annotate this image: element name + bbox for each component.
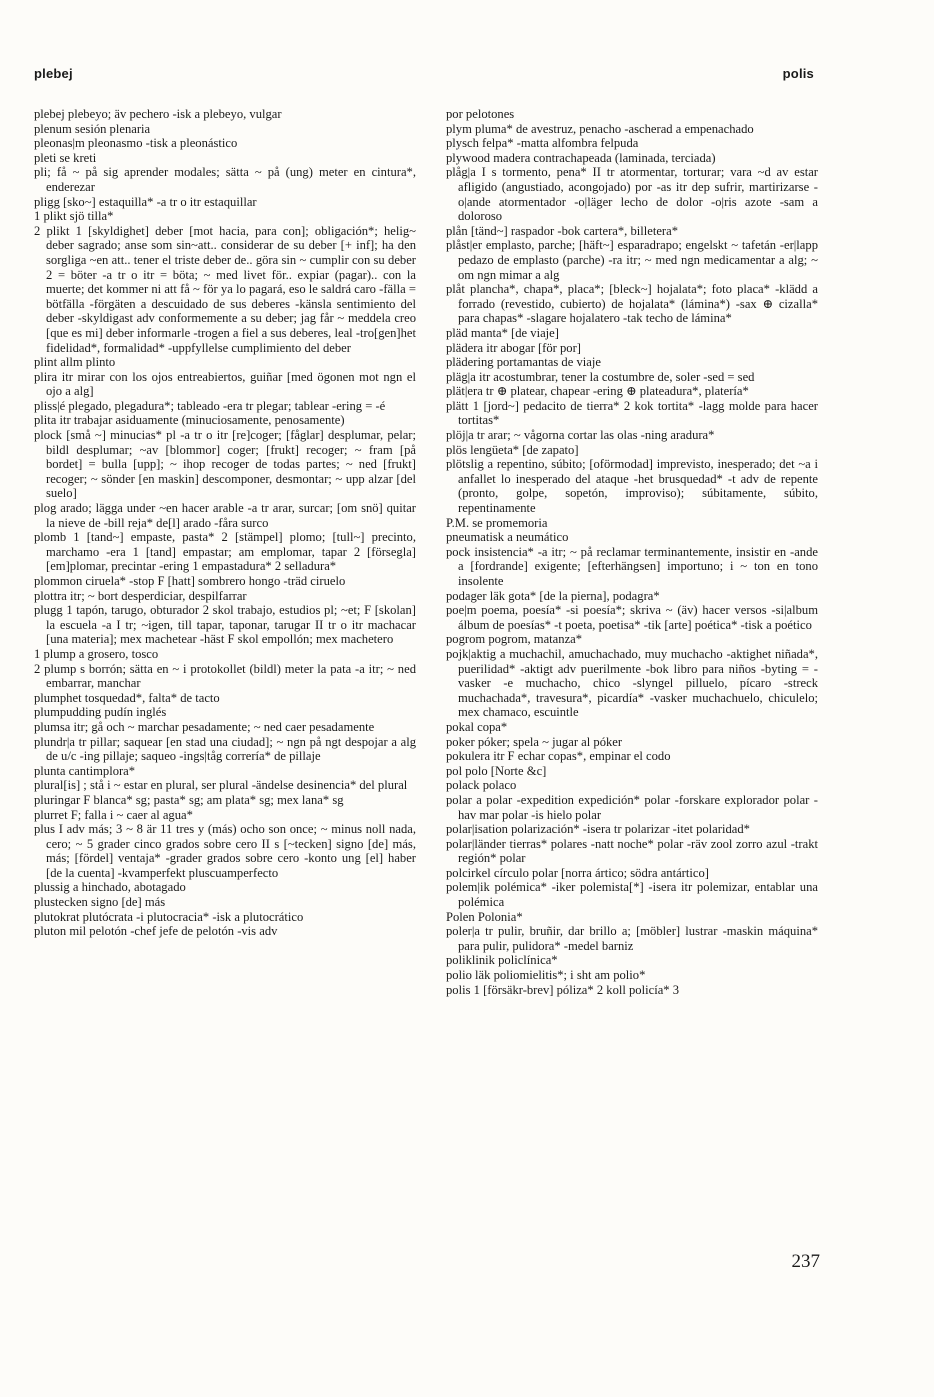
dictionary-entry: pläd manta* [de viaje] (446, 325, 559, 340)
dictionary-entry: pligg [sko~] estaquilla* -a tr o itr estaquillar (34, 194, 257, 209)
dictionary-entry: plätt 1 [jord~] pedacito de tierra* 2 kok tortita* -lagg molde para hacer tortitas* (446, 398, 818, 428)
dictionary-entry: plös lengüeta* [de zapato] (446, 442, 579, 457)
dictionary-entry: plommon ciruela* -stop F [hatt] sombrero hongo -träd ciruelo (34, 574, 346, 588)
dictionary-entry: plunta cantimplora* (34, 763, 136, 778)
dictionary-entry: plät|era tr ⊕ platear, chapear -ering ⊕ plateadura*, platería* (446, 384, 749, 399)
dictionary-entry: pluton mil pelotón -chef jefe de pelotón -vis adv (34, 924, 278, 939)
dictionary-entry: plussig a hinchado, abotagado (34, 880, 186, 895)
dictionary-entry: 2 plump s borrón; sätta en ~ i protokollet (bildl) meter la pata -a itr; ~ ned embarrar, manchar (34, 661, 416, 691)
left-column (34, 107, 416, 939)
dictionary-entry: plötslig a repentino, súbito; [oförmodad] imprevisto, inesperado; det ~a i anfallet lo inesperado del ataque -het brusquedad* -t adv de repente (pronto, golpe, sopetón, improviso); súbitamente, súbito, repentinamente (446, 457, 818, 516)
dictionary-entry: plåst|er emplasto, parche; [häft~] esparadrapo; engelskt ~ tafetán -er|lapp pedazo de emplasto (parche) -ra itr; ~ med ngn medicamentar a alg; ~ om ngn mimar a alg (446, 238, 818, 282)
dictionary-entry: poliklinik policlínica* (446, 953, 558, 968)
dictionary-entry: poker póker; spela ~ jugar al póker (446, 734, 623, 749)
page-number: 237 (791, 1251, 820, 1272)
dictionary-entry: plita itr trabajar asiduamente (minuciosamente, penosamente) (34, 413, 345, 428)
dictionary-entry: plustecken signo [de] más (34, 895, 166, 910)
dictionary-entry: plädering portamantas de viaje (446, 355, 601, 370)
dictionary-entry: 1 plikt sjö tilla* (34, 209, 114, 224)
dictionary-entry: plottra itr; ~ bort desperdiciar, despilfarrar (34, 588, 247, 603)
dictionary-entry: plugg 1 tapón, tarugo, obturador 2 skol trabajo, estudios pl; ~et; F [skolan] la escuela -a I tr; ~igen, till tapar, taponar, tarugar II tr o itr machacar [una materia]; mex machetear -häst F skol empollón; mex machetero (34, 603, 416, 647)
dictionary-entry: polar|isation polarización* -isera tr polarizar -itet polaridad* (446, 822, 750, 837)
dictionary-entry: pock insistencia* -a itr; ~ på reclamar terminantemente, insistir en -ande a [fordrande] exigente; [efterhängsen] importuno; i ~ ton en tono insolente (446, 544, 818, 588)
dictionary-entry: Polen Polonia* (446, 909, 523, 924)
dictionary-entry: pojk|aktig a muchachil, amuchachado, muy muchacho -aktighet niñada*, puerilidad* -aktigt adv puerilmente -bok libro para niños -byting = -vasker -e muchacho, chico -slyngel pilluelo, pícaro -streck muchachada*, travesura*, picardía* -vasker muchachuelo, chiculelo; mex chamaco, escuintle (446, 646, 818, 720)
right-column (446, 107, 818, 997)
dictionary-entry: pol polo [Norte &c] (446, 763, 547, 778)
dictionary-entry: pli; få ~ på sig aprender modales; sätta ~ på (ung) meter en cintura*, enderezar (34, 165, 416, 194)
dictionary-entry: pluringar F blanca* sg; pasta* sg; am plata* sg; mex lana* sg (34, 792, 344, 807)
dictionary-entry: polcirkel círculo polar [norra ártico; södra antártico] (446, 865, 709, 880)
dictionary-entry: plysch felpa* -matta alfombra felpuda (446, 136, 639, 151)
dictionary-entry: polis 1 [försäkr-brev] póliza* 2 koll policía* 3 (446, 982, 680, 997)
dictionary-entry: plån [tänd~] raspador -bok cartera*, billetera* (446, 223, 678, 238)
dictionary-entry: poe|m poema, poesía* -si poesía*; skriva ~ (äv) hacer versos -si|album álbum de poesías* -t poeta, poetisa* -tik [arte] poética* -tisk a poético (446, 603, 818, 632)
dictionary-entry: pläg|a itr acostumbrar, tener la costumbre de, soler -sed = sed (446, 369, 755, 384)
dictionary-entry: podager läk gota* [de la pierna], podagra* (446, 588, 660, 603)
dictionary-entry: por pelotones (446, 107, 515, 121)
dictionary-entry: plumphet tosquedad*, falta* de tacto (34, 690, 220, 705)
dictionary-entry: plywood madera contrachapeada (laminada, terciada) (446, 150, 716, 165)
dictionary-entry: 2 plikt 1 [skyldighet] deber [mot hacia, para con]; obligación*; helig~ deber sagrado; anse som sin~att.. considerar de su deber [+ inf]; ha den sorgliga ~en att.. tener el triste deber de.. göra sin ~ cumplir con su deber 2 = böter -a tr o itr = böta; ~ med livet för.. expiar (pagar).. con la muerte; det kommer ni att få ~ för ya lo pagará, eso le saldrá caro -fälla = bötfälla -förgäten a descuidado de sus deberes -känsla sentimiento del deber -skyldigast adv conformemente a su deber; jag får ~ meddela creo [que es mi] deber informarle -trogen a fiel a sus deberes, leal -tro[gen]het fidelidad*, formalidad* -uppfyllelse cumplimiento del deber (34, 223, 416, 355)
dictionary-entry: polar|länder tierras* polares -natt noche* polar -räv zool zorro azul -trakt región* polar (446, 836, 818, 866)
dictionary-entry: plebej plebeyo; äv pechero -isk a plebeyo, vulgar (34, 107, 282, 121)
dictionary-entry: 1 plump a grosero, tosco (34, 646, 159, 661)
dictionary-entry: plöj|a tr arar; ~ vågorna cortar las olas -ning aradura* (446, 428, 715, 443)
left-guide-word: plebej (34, 66, 73, 81)
dictionary-entry: pneumatisk a neumático (446, 530, 569, 545)
dictionary-entry: pokulera itr F echar copas*, empinar el codo (446, 749, 671, 764)
dictionary-entry: plåt plancha*, chapa*, placa*; [bleck~] hojalata*; foto placa* -klädd a forrado (revestido, cubierto) de hojalata* (lámina*) -sax ⊕ cizalla* para chapas* -slagare hojalatero -tak techo de lámina* (446, 282, 818, 326)
dictionary-entry: pokal copa* (446, 719, 508, 734)
dictionary-entry: polar a polar -expedition expedición* polar -forskare explorador polar -hav mar polar -is hielo polar (446, 792, 818, 822)
right-guide-word: polis (782, 66, 814, 81)
dictionary-entry: plog arado; lägga under ~en hacer arable -a tr arar, surcar; [om snö] quitar la nieve de -bill reja* de[l] arado -fåra surco (34, 501, 416, 530)
dictionary-entry: plira itr mirar con los ojos entreabiertos, guiñar [med ögonen mot ngn el ojo a alg] (34, 369, 416, 399)
dictionary-entry: pogrom pogrom, matanza* (446, 632, 583, 647)
dictionary-entry: plym pluma* de avestruz, penacho -ascherad a empenachado (446, 121, 754, 136)
dictionary-entry: plumpudding pudín inglés (34, 705, 167, 720)
dictionary-entry: plåg|a I s tormento, pena* II tr atormentar, torturar; vara ~d av estar afligido (angustiado, acongojado) por -as itr dep sufrir, martirizarse -o|ande atormentador -o|läger lecho de dolor -o|ris azote -sam a doloroso (446, 165, 818, 224)
dictionary-entry: plint allm plinto (34, 355, 116, 370)
dictionary-entry: plomb 1 [tand~] empaste, pasta* 2 [stämpel] plomo; [tull~] precinto, marchamo -era 1 [tand] empastar; am emplomar, tapar 2 [försegla] [em]plomar, precintar -ering 1 empastadura* 2 selladura* (34, 530, 416, 574)
dictionary-entry: plural[is] ; stå i ~ estar en plural, ser plural -ändelse desinencia* del plural (34, 778, 408, 793)
dictionary-entry: plumsa itr; gå och ~ marchar pesadamente; ~ ned caer pesadamente (34, 719, 375, 734)
dictionary-entry: P.M. se promemoria (446, 515, 548, 530)
dictionary-entry: plurret F; falla i ~ caer al agua* (34, 807, 193, 822)
dictionary-entry: plundr|a tr pillar; saquear [en stad una ciudad]; ~ ngn på ngt despojar a alg de u/c -ing pillaje; saqueo -ings|tåg correría* de pillaje (34, 734, 416, 764)
dictionary-entry: polio läk poliomielitis*; i sht am polio* (446, 968, 646, 983)
dictionary-entry: plock [små ~] minucias* pl -a tr o itr [re]coger; [fåglar] desplumar, pelar; bildl desplumar; ~av [blommor] coger; [frukt] recoger; ~ fram [på bordet] = bulla [upp]; ~ ihop recoger de todas partes; ~ ned [frukt] recoger; ~ sönder [en maskin] descomponer, desmontar; ~ upp alzar [del suelo] (34, 428, 416, 501)
dictionary-entry: pleti se kreti (34, 150, 97, 165)
dictionary-entry: plädera itr abogar [för por] (446, 340, 581, 355)
dictionary-entry: plenum sesión plenaria (34, 121, 151, 136)
dictionary-entry: polack polaco (446, 778, 517, 793)
dictionary-entry: pliss|é plegado, plegadura*; tableado -era tr plegar; tablear -ering = -é (34, 398, 386, 413)
dictionary-entry: poler|a tr pulir, bruñir, dar brillo a; [möbler] lustrar -maskin máquina* para pulir, pulidora* -medel barniz (446, 924, 818, 953)
dictionary-entry: plus I adv más; 3 ~ 8 är 11 tres y (más) ocho son once; ~ minus noll nada, cero; ~ 5 grader cinco grados sobre cero II s [~tecken] signo [de] más, más; [fördel] ventaja* -grader grados sobre cero -konto ung [el] haber [de la cuenta] -kvamperfekt pluscuamperfecto (34, 822, 416, 880)
dictionary-entry: pleonas|m pleonasmo -tisk a pleonástico (34, 136, 238, 151)
dictionary-entry: plutokrat plutócrata -i plutocracia* -isk a plutocrático (34, 909, 304, 924)
dictionary-entry: polem|ik polémica* -iker polemista[*] -isera itr polemizar, entablar una polémica (446, 880, 818, 910)
